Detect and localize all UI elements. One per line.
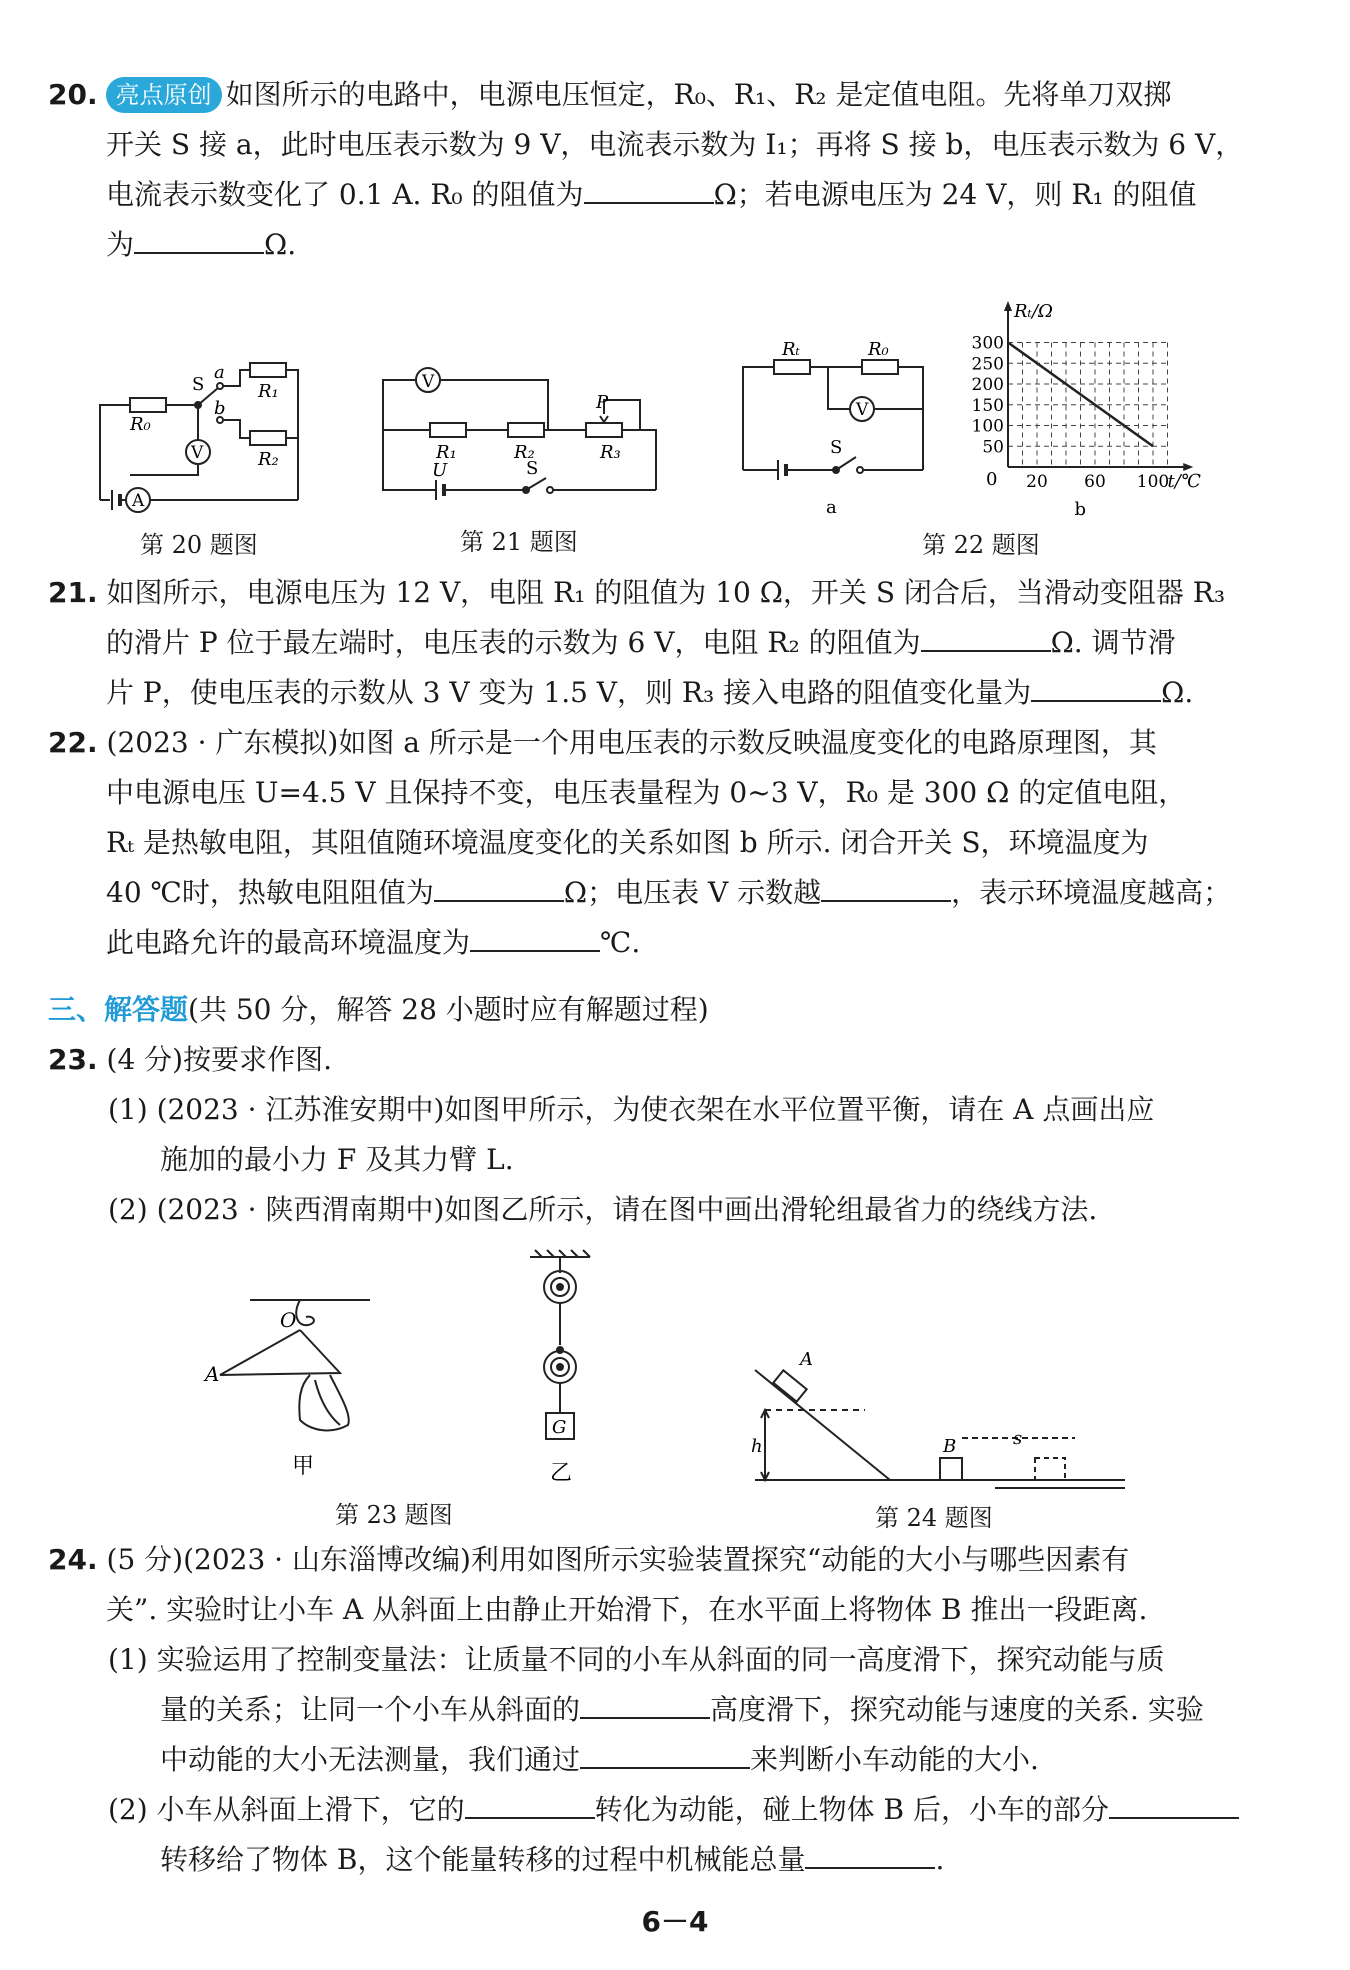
section-note: (共 50 分，解答 28 小题时应有解题过程) (188, 993, 709, 1026)
section-heading (48, 985, 709, 1035)
text-line: (1) 实验运用了控制变量法：让质量不同的小车从斜面的同一高度滑下，探究动能与质 (108, 1643, 1165, 1676)
figure-caption: 第 22 题图 (922, 531, 1040, 559)
text-line: Ω；电压表 V 示数越 (563, 876, 822, 909)
page-number: 6－4 (641, 1905, 709, 1938)
label-rt: Rₜ (782, 339, 800, 360)
origin-label: 0 (986, 469, 998, 490)
label-o: O (280, 1308, 297, 1332)
text-line: (2) 小车从斜面上滑下，它的 (108, 1793, 465, 1826)
text-line: 电流表示数变化了 0.1 A. R₀ 的阻值为 (106, 178, 584, 211)
chart-sub-label: b (1074, 499, 1087, 520)
text-line: 施加的最小力 F 及其力臂 L. (160, 1143, 514, 1176)
y-tick-label: 300 (971, 333, 1004, 354)
label-h: h (751, 1436, 763, 1457)
figure-23-jia-hanger (200, 1275, 400, 1475)
label-r3: R₃ (600, 442, 621, 463)
x-axis-label: t/℃ (1167, 471, 1201, 492)
question-number: 23. (48, 1043, 98, 1076)
label-a: A (205, 1362, 220, 1386)
figure-24-ramp (745, 1350, 1135, 1490)
answer-blank[interactable] (1031, 670, 1161, 702)
text-line: 量的关系；让同一个小车从斜面的 (160, 1693, 581, 1726)
text-line: 转移给了物体 B，这个能量转移的过程中机械能总量 (160, 1843, 806, 1876)
question-20 (48, 70, 1288, 270)
voltmeter-label: V (856, 400, 869, 420)
y-tick-label: 100 (971, 416, 1004, 437)
label-a: A (800, 1350, 813, 1370)
question-24 (48, 1535, 1288, 1885)
text-line: 中动能的大小无法测量，我们通过 (160, 1743, 581, 1776)
y-tick-label: 150 (971, 395, 1004, 416)
label-r2: R₂ (258, 449, 279, 470)
answer-blank[interactable] (580, 1687, 710, 1719)
y-axis-label: Rₜ/Ω (1014, 301, 1053, 322)
answer-blank[interactable] (465, 1787, 595, 1819)
label-p: P (596, 392, 609, 413)
label-a: a (214, 362, 225, 383)
question-number: 21. (48, 576, 98, 609)
y-tick-label: 50 (982, 437, 1004, 458)
figure-22b-chart (948, 295, 1238, 520)
question-23 (48, 1035, 1288, 1235)
original-badge: 亮点原创 (106, 77, 222, 113)
text-line: . (935, 1843, 945, 1876)
text-line: 转化为动能，碰上物体 B 后，小车的部分 (594, 1793, 1109, 1826)
figure-23-yi-pulleys (520, 1245, 600, 1485)
voltmeter-label: V (422, 372, 435, 392)
text-line: Rₜ 是热敏电阻，其阻值随环境温度变化的关系如图 b 所示. 闭合开关 S，环境温度为 (106, 826, 1149, 859)
text-line: Ω；若电源电压为 24 V，则 R₁ 的阻值 (713, 178, 1197, 211)
text-line: (4 分)按要求作图. (106, 1043, 332, 1076)
figure-caption: 第 23 题图 (335, 1501, 453, 1529)
x-tick-label: 60 (1084, 472, 1106, 492)
label-s: s (1013, 1428, 1023, 1449)
question-22 (48, 718, 1288, 968)
answer-blank[interactable] (1109, 1787, 1239, 1819)
text-line: 片 P，使电压表的示数从 3 V 变为 1.5 V，则 R₃ 接入电路的阻值变化量为 (106, 676, 1032, 709)
text-line: (2023 · 广东模拟)如图 a 所示是一个用电压表的示数反映温度变化的电路原理图，其 (106, 726, 1157, 759)
figure-20-circuit (90, 350, 310, 520)
y-tick-label: 200 (971, 375, 1004, 395)
figure-caption: 第 21 题图 (460, 528, 578, 556)
question-number: 24. (48, 1543, 98, 1576)
answer-blank[interactable] (805, 1837, 935, 1869)
question-number: 20. (48, 78, 98, 111)
text-line: 40 ℃时，热敏电阻阻值为 (106, 876, 434, 909)
label-g: G (552, 1417, 567, 1438)
label-jia: 甲 (292, 1454, 315, 1475)
label-switch: S (192, 374, 205, 395)
answer-blank[interactable] (921, 620, 1051, 652)
label-r0: R₀ (130, 414, 151, 435)
figure-22a-circuit (738, 335, 938, 520)
text-line: (1) (2023 · 江苏淮安期中)如图甲所示，为使衣架在水平位置平衡，请在 A 点画出应 (108, 1093, 1155, 1126)
text-line: (5 分)(2023 · 山东淄博改编)利用如图所示实验装置探究“动能的大小与哪些因素有 (106, 1543, 1130, 1576)
label-b: b (214, 398, 226, 419)
voltmeter-label: V (191, 443, 204, 463)
answer-blank[interactable] (821, 870, 951, 902)
label-sub-a: a (826, 497, 837, 518)
figure-caption: 第 24 题图 (875, 1504, 993, 1532)
text-line: 此电路允许的最高环境温度为 (106, 926, 471, 959)
y-axis-arrow (1004, 301, 1012, 311)
text-line: Ω. (1161, 676, 1194, 709)
text-line: (2) (2023 · 陕西渭南期中)如图乙所示，请在图中画出滑轮组最省力的绕线方法. (108, 1193, 1098, 1226)
label-r0: R₀ (868, 339, 889, 360)
label-b: B (943, 1436, 957, 1457)
label-r2: R₂ (514, 442, 535, 463)
label-yi: 乙 (550, 1461, 573, 1485)
x-tick-label: 100 (1136, 472, 1170, 492)
answer-blank[interactable] (470, 920, 600, 952)
figure-caption: 第 20 题图 (140, 531, 258, 559)
section-title: 三、解答题 (48, 993, 189, 1026)
y-tick-label: 250 (971, 354, 1004, 375)
ammeter-label: A (132, 491, 145, 511)
text-line: 为 (106, 228, 135, 261)
text-line: 开关 S 接 a，此时电压表示数为 9 V，电流表示数为 I₁；再将 S 接 b，电压表示数为 6 V， (106, 128, 1244, 161)
text-line: 如图所示，电源电压为 12 V，电阻 R₁ 的阻值为 10 Ω，开关 S 闭合后，当滑动变阻器 R₃ (106, 576, 1226, 609)
answer-blank[interactable] (584, 172, 714, 204)
answer-blank[interactable] (134, 222, 264, 254)
text-line: 中电源电压 U=4.5 V 且保持不变，电压表量程为 0~3 V，R₀ 是 300 Ω 的定值电阻， (106, 776, 1187, 809)
answer-blank[interactable] (580, 1737, 750, 1769)
series-line (1008, 343, 1153, 447)
label-r1: R₁ (258, 381, 279, 402)
x-axis-arrow (1183, 463, 1193, 471)
text-line: 的滑片 P 位于最左端时，电压表的示数为 6 V，电阻 R₂ 的阻值为 (106, 626, 921, 659)
label-r1: R₁ (436, 442, 457, 463)
text-line: 关”. 实验时让小车 A 从斜面上由静止开始滑下，在水平面上将物体 B 推出一段距离. (106, 1593, 1148, 1626)
answer-blank[interactable] (434, 870, 564, 902)
figure-21-circuit (378, 360, 668, 510)
label-u: U (432, 460, 448, 481)
text-line: Ω. (264, 228, 297, 261)
text-line: ℃. (600, 926, 641, 959)
text-line: 高度滑下，探究动能与速度的关系. 实验 (710, 1693, 1204, 1726)
question-number: 22. (48, 726, 98, 759)
text-line: 如图所示的电路中，电源电压恒定，R₀、R₁、R₂ 是定值电阻。先将单刀双掷 (225, 78, 1172, 111)
text-line: Ω. 调节滑 (1050, 626, 1176, 659)
x-tick-label: 20 (1026, 472, 1048, 492)
label-switch: S (830, 437, 843, 458)
label-switch: S (526, 458, 539, 479)
question-21 (48, 568, 1288, 718)
text-line: ，表示环境温度越高； (951, 876, 1232, 909)
text-line: 来判断小车动能的大小. (750, 1743, 1039, 1776)
